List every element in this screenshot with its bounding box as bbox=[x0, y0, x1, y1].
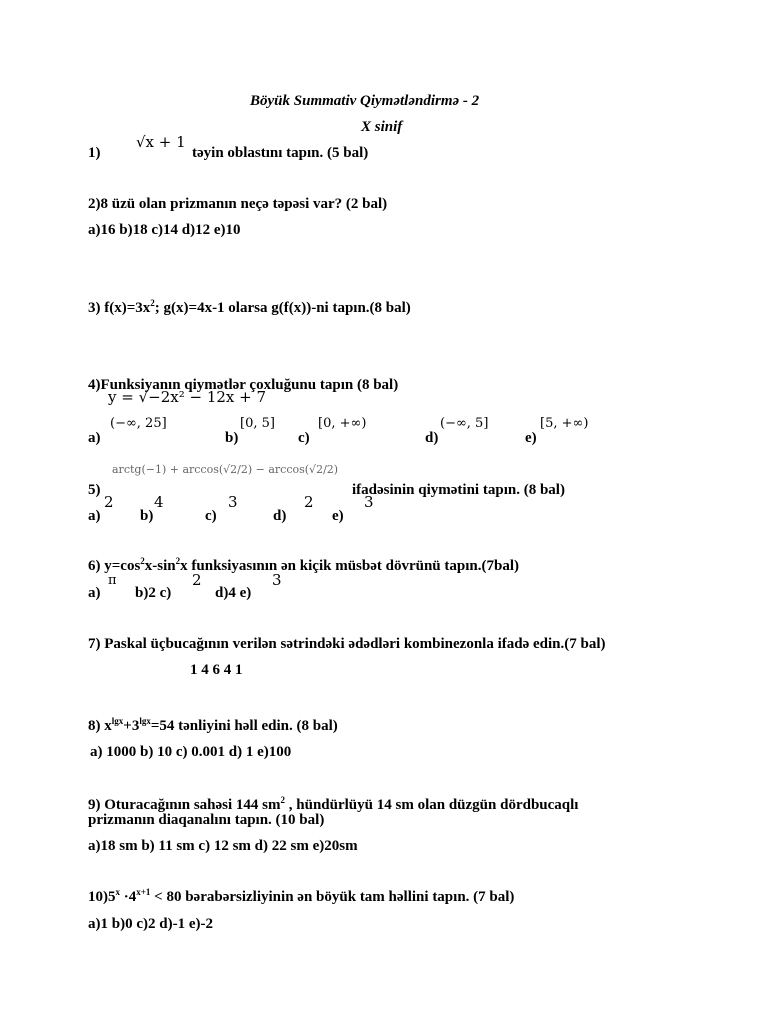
q8-text: 8) $x^{lgx}+3^{lgx}=54$ tənliyini həll edin. (8 bal) bbox=[88, 716, 338, 734]
q4-option-c-label: c) bbox=[298, 430, 310, 446]
q6-option-e-value: 3 bbox=[272, 571, 282, 589]
q4-option-e-label: e) bbox=[525, 430, 537, 446]
q9-text-line2: prizmanın diaqanalını tapın. (10 bal) bbox=[88, 812, 325, 828]
q4-option-c-value: [0, +∞) bbox=[318, 416, 367, 431]
q5-option-a-label: a) bbox=[88, 508, 101, 524]
q6-option-a-label: a) bbox=[88, 585, 101, 601]
q7-pascal-row: 1 4 6 4 1 bbox=[190, 662, 243, 678]
q6-options-bc: b)2 c) bbox=[135, 585, 172, 601]
q4-option-b-label: b) bbox=[225, 430, 239, 446]
q5-option-d-value: 2 bbox=[304, 493, 314, 511]
q10-options: a)1 b)0 c)2 d)-1 e)-2 bbox=[88, 916, 213, 932]
q5-option-d-label: d) bbox=[273, 508, 287, 524]
q5-number: 5) bbox=[88, 482, 101, 498]
q7-text: 7) Paskal üçbucağının verilən sətrindəki ədədləri kombinezonla ifadə edin.(7 bal) bbox=[88, 636, 606, 652]
q5-option-b-label: b) bbox=[140, 508, 154, 524]
q6-options-de: d)4 e) bbox=[215, 585, 252, 601]
q4-option-b-value: [0, 5] bbox=[240, 416, 275, 431]
q5-option-b-value: 4 bbox=[154, 493, 164, 511]
q6-text: 6) $y=\cos^2x-\sin^2x$ funksiyasının ən kiçik müsbət dövrünü tapın.(7bal) bbox=[88, 556, 519, 574]
q5-option-e-label: e) bbox=[332, 508, 344, 524]
q4-option-d-value: (−∞, 5] bbox=[440, 416, 489, 431]
q2-options: a)16 b)18 c)14 d)12 e)10 bbox=[88, 222, 241, 238]
q6-option-c-value: 2 bbox=[192, 571, 202, 589]
q3-text: 3) $f(x)=3x^2$; g(x)=4x-1 olarsa g(f(x))-ni tapın.(8 bal) bbox=[88, 298, 411, 316]
class-label: X sinif bbox=[361, 119, 403, 135]
q4-option-a-value: (−∞, 25] bbox=[110, 416, 167, 431]
q2-text: 2)8 üzü olan prizmanın neçə təpəsi var? (2 bal) bbox=[88, 196, 388, 212]
q5-option-e-value: 3 bbox=[364, 493, 374, 511]
q5-formula: arctg(−1) + arccos(√2/2) − arccos(√2/2) bbox=[112, 463, 339, 476]
q5-text: ifadəsinin qiymətini tapın. (8 bal) bbox=[352, 482, 565, 498]
q5-option-a-value: 2 bbox=[104, 493, 114, 511]
q4-option-a-label: a) bbox=[88, 430, 101, 446]
q9-options: a)18 sm b) 11 sm c) 12 sm d) 22 sm e)20sm bbox=[88, 838, 358, 854]
q6-option-a-value: π bbox=[108, 573, 117, 588]
q4-formula: y = √−2x² − 12x + 7 bbox=[108, 388, 267, 406]
q5-option-c-value: 3 bbox=[228, 493, 238, 511]
q8-options: a) 1000 b) 10 c) 0.001 d) 1 e)100 bbox=[90, 744, 292, 760]
q9-text-line1: 9) Oturacağının sahəsi 144 $sm^2$ , hündürlüyü 14 sm olan düzgün dördbucaqlı bbox=[88, 795, 579, 813]
q1-number: 1) bbox=[88, 145, 101, 161]
document-title: Böyük Summativ Qiymətləndirmə - 2 bbox=[250, 93, 480, 109]
q1-formula: √x + 1 bbox=[136, 133, 186, 151]
q5-option-c-label: c) bbox=[205, 508, 217, 524]
q1-text: təyin oblastını tapın. (5 bal) bbox=[192, 145, 369, 161]
q4-option-e-value: [5, +∞) bbox=[540, 416, 589, 431]
q10-text: $10)5^x \cdot 4^{x+1} < 80$ bərabərsizliyinin ən böyük tam həllini tapın. (7 bal) bbox=[88, 887, 515, 905]
q4-text: 4)Funksiyanın qiymətlər çoxluğunu tapın (8 bal) bbox=[88, 377, 399, 393]
q4-option-d-label: d) bbox=[425, 430, 439, 446]
